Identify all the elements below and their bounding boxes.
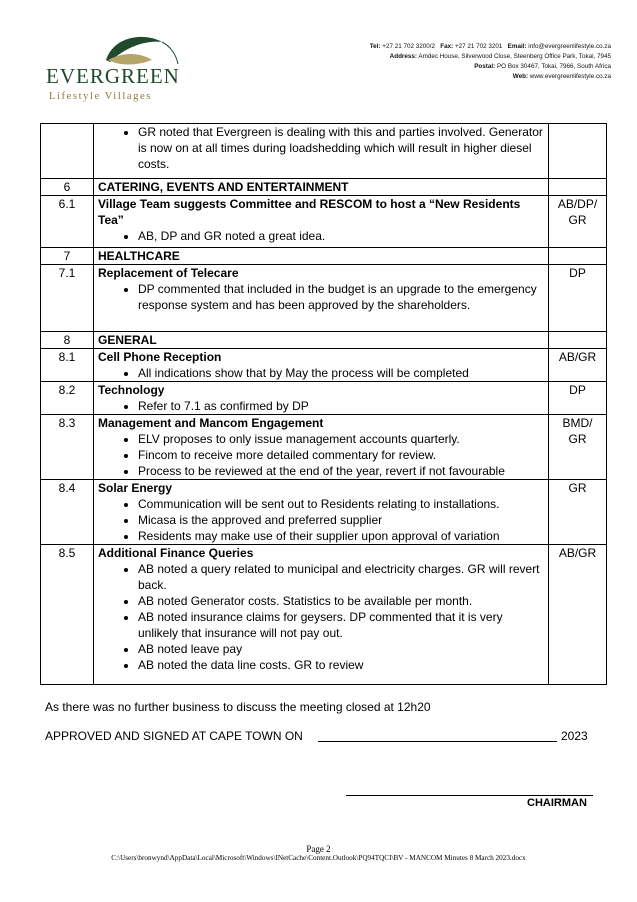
item-content	[94, 265, 549, 332]
item-title: GENERAL	[98, 333, 157, 347]
item-bullet-list	[98, 365, 544, 381]
item-title: Additional Finance Queries	[98, 546, 254, 560]
item-number: 8.3	[41, 415, 94, 480]
logo-tagline: Lifestyle Villages	[49, 91, 152, 102]
item-bullet: • ELV proposes to only issue management accounts quarterly.	[138, 431, 544, 447]
contact-phone-line: Tel: +27 21 702 3200/2 Fax: +27 21 702 3201 Email: info@evergreenlifestyle.co.za	[369, 43, 611, 50]
item-bullet: • AB, DP and GR noted a great idea.	[138, 228, 544, 244]
closing-statement: As there was no further business to discuss the meeting closed at 12h20	[45, 700, 431, 714]
item-bullet: • AB noted a query related to municipal and electricity charges. GR will revert back.	[138, 561, 544, 593]
item-content	[94, 480, 549, 545]
contact-block	[370, 42, 611, 82]
item-title: CATERING, EVENTS AND ENTERTAINMENT	[98, 180, 349, 194]
item-content	[94, 415, 549, 480]
item-content	[94, 382, 549, 415]
minutes-row	[41, 248, 607, 265]
item-bullet: • Residents may make use of their supplier upon approval of variation	[138, 528, 544, 544]
item-title: Solar Energy	[98, 481, 173, 495]
responsible-party: BMD/ GR	[549, 415, 607, 480]
item-bullet: • AB noted leave pay	[138, 641, 544, 657]
chairman-label: CHAIRMAN	[527, 797, 587, 809]
item-bullet-list	[98, 124, 544, 172]
item-bullet-list	[98, 496, 544, 544]
item-bullet: • All indications show that by May the process will be completed	[138, 365, 544, 381]
item-bullet: • Process to be reviewed at the end of the year, revert if not favourable	[138, 463, 544, 479]
minutes-table	[40, 123, 607, 685]
date-signature-line	[318, 741, 557, 742]
item-bullet-list	[98, 561, 544, 673]
item-number	[41, 124, 94, 179]
item-content	[94, 349, 549, 382]
item-bullet: • AB noted Generator costs. Statistics to be available per month.	[138, 593, 544, 609]
item-number: 6.1	[41, 196, 94, 248]
contact-postal-line: Postal: PO Box 30467, Tokai, 7966, South Africa	[474, 63, 611, 70]
responsible-party: AB/GR	[549, 545, 607, 685]
file-path: C:\Users\bronwynd\AppData\Local\Microsoft\Windows\INetCache\Content.Outlook\PQ94TQCI\BV - MANCOM Minutes 8 March 2023.docx	[111, 854, 526, 862]
item-bullet-list	[98, 431, 544, 479]
approved-signed-label: APPROVED AND SIGNED AT CAPE TOWN ON	[45, 729, 303, 743]
item-number: 8.5	[41, 545, 94, 685]
contact-web-line: Web: www.evergreenlifestyle.co.za	[512, 73, 611, 80]
item-bullet: • Fincom to receive more detailed commentary for review.	[138, 447, 544, 463]
responsible-party: DP	[549, 265, 607, 332]
item-bullet: • Micasa is the approved and preferred supplier	[138, 512, 544, 528]
item-bullet: • GR noted that Evergreen is dealing with this and parties involved. Generator is now on at all times during loadshedding which will result in higher diesel costs.	[138, 124, 544, 172]
minutes-row	[41, 124, 607, 179]
minutes-row	[41, 415, 607, 480]
item-number: 7	[41, 248, 94, 265]
chairman-signature-line	[346, 795, 593, 796]
minutes-row	[41, 349, 607, 382]
responsible-party	[549, 179, 607, 196]
item-content	[94, 179, 549, 196]
year-label: 2023	[561, 729, 588, 743]
item-title: HEALTHCARE	[98, 249, 180, 263]
responsible-party: GR	[549, 480, 607, 545]
minutes-row	[41, 332, 607, 349]
logo-wordmark: EVERGREEN	[46, 64, 180, 88]
item-number: 8	[41, 332, 94, 349]
responsible-party	[549, 332, 607, 349]
minutes-row	[41, 480, 607, 545]
item-number: 8.4	[41, 480, 94, 545]
item-bullet-list	[98, 228, 544, 244]
item-title: Village Team suggests Committee and RESCOM to host a “New Residents Tea”	[98, 197, 521, 227]
item-title: Replacement of Telecare	[98, 266, 239, 280]
responsible-party: AB/GR	[549, 349, 607, 382]
responsible-party	[549, 248, 607, 265]
item-number: 8.2	[41, 382, 94, 415]
item-number: 7.1	[41, 265, 94, 332]
item-title: Management and Mancom Engagement	[98, 416, 324, 430]
item-bullet: • Refer to 7.1 as confirmed by DP	[138, 398, 544, 414]
item-title: Cell Phone Reception	[98, 350, 222, 364]
minutes-row	[41, 545, 607, 685]
minutes-row	[41, 382, 607, 415]
item-bullet: • AB noted the data line costs. GR to review	[138, 657, 544, 673]
item-content	[94, 545, 549, 685]
minutes-row	[41, 196, 607, 248]
minutes-row	[41, 179, 607, 196]
item-bullet: • Communication will be sent out to Residents relating to installations.	[138, 496, 544, 512]
item-content	[94, 124, 549, 179]
evergreen-logo	[44, 30, 194, 108]
responsible-party	[549, 124, 607, 179]
minutes-row	[41, 265, 607, 332]
item-bullet-list	[98, 281, 544, 313]
responsible-party: AB/DP/ GR	[549, 196, 607, 248]
item-number: 8.1	[41, 349, 94, 382]
contact-address-line: Address: Amdec House, Silverwood Close, Steenberg Office Park, Tokai, 7945	[389, 53, 611, 60]
item-content	[94, 248, 549, 265]
item-content	[94, 332, 549, 349]
item-title: Technology	[98, 383, 165, 397]
item-bullet-list	[98, 398, 544, 414]
item-number: 6	[41, 179, 94, 196]
item-bullet: • DP commented that included in the budget is an upgrade to the emergency response system and has been approved by the shareholders.	[138, 281, 544, 313]
item-bullet: • AB noted insurance claims for geysers. DP commented that it is very unlikely that insurance will not pay out.	[138, 609, 544, 641]
page-number: Page 2	[306, 844, 331, 854]
item-content	[94, 196, 549, 248]
responsible-party: DP	[549, 382, 607, 415]
